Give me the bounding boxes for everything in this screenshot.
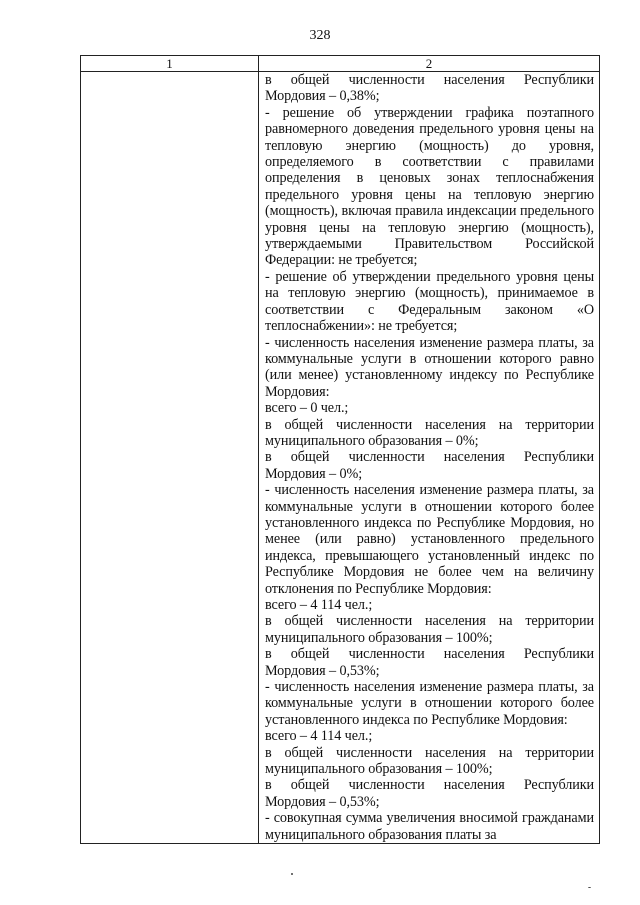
paragraph: - численность населения изменение размера платы, за коммунальные услуги в отношении которого равно (или менее) установленному индексу по Республике Мордовия: xyxy=(265,334,594,400)
paragraph: всего – 4 114 чел.; xyxy=(265,728,373,745)
paragraph: - численность населения изменение размера платы, за коммунальные услуги в отношении которого более установленного индекса по Республике Мордовия, но менее (или равно) установленного предельного индекса, превышающего установленный индекс по Республике Мордовия не более чем на величину отклонения по Республике Мордовия: xyxy=(265,482,594,597)
column-1-cell xyxy=(81,72,259,844)
table-row xyxy=(81,72,600,844)
paragraph: в общей численности населения на территории муниципального образования – 0%; xyxy=(265,416,594,449)
paragraph: - решение об утверждении графика поэтапного равномерного доведения предельного уровня цены на тепловую энергию (мощность) до уровня, определяемого в соответствии с правилами определения в ценовых зонах теплоснабжения предельного уровня цены на тепловую энергию (мощность), включая правила индексации предельного уровня цены на тепловую энергию (мощность), утверждаемыми Правительством Российской Федерации: не требуется; xyxy=(265,104,594,269)
paragraph: в общей численности населения Республики Мордовия – 0,53%; xyxy=(265,777,594,810)
paragraph: в общей численности населения на территории муниципального образования – 100%; xyxy=(265,744,594,778)
document-table xyxy=(80,55,600,844)
paragraph: - решение об утверждении предельного уровня цены на тепловую энергию (мощность), принимаемое в соответствии с Федеральным законом «О теплоснабжении»: не требуется; xyxy=(265,268,594,335)
paragraph: - численность населения изменение размера платы, за коммунальные услуги в отношении которого более установленного индекса по Республике Мордовия: xyxy=(265,679,594,728)
table-header-row xyxy=(81,56,600,72)
paragraph: всего – 0 чел.; xyxy=(265,400,349,417)
column-header-1: 1 xyxy=(81,56,259,72)
paragraph: в общей численности населения Республики Мордовия – 0,53%; xyxy=(265,646,594,679)
scan-speck xyxy=(588,887,591,888)
paragraph: в общей численности населения Республики Мордовия – 0%; xyxy=(265,449,594,482)
scan-speck xyxy=(291,873,293,875)
paragraph: - совокупная сумма увеличения вносимой гражданами муниципального образования платы за xyxy=(265,810,594,843)
column-2-text xyxy=(259,72,599,843)
paragraph: всего – 4 114 чел.; xyxy=(265,597,373,613)
column-2-cell xyxy=(259,72,600,844)
paragraph: в общей численности населения на территории муниципального образования – 100%; xyxy=(265,613,594,646)
paragraph: в общей численности населения Республики Мордовия – 0,38%; xyxy=(265,72,594,105)
page-number: 328 xyxy=(309,28,331,43)
column-header-2: 2 xyxy=(259,56,600,72)
